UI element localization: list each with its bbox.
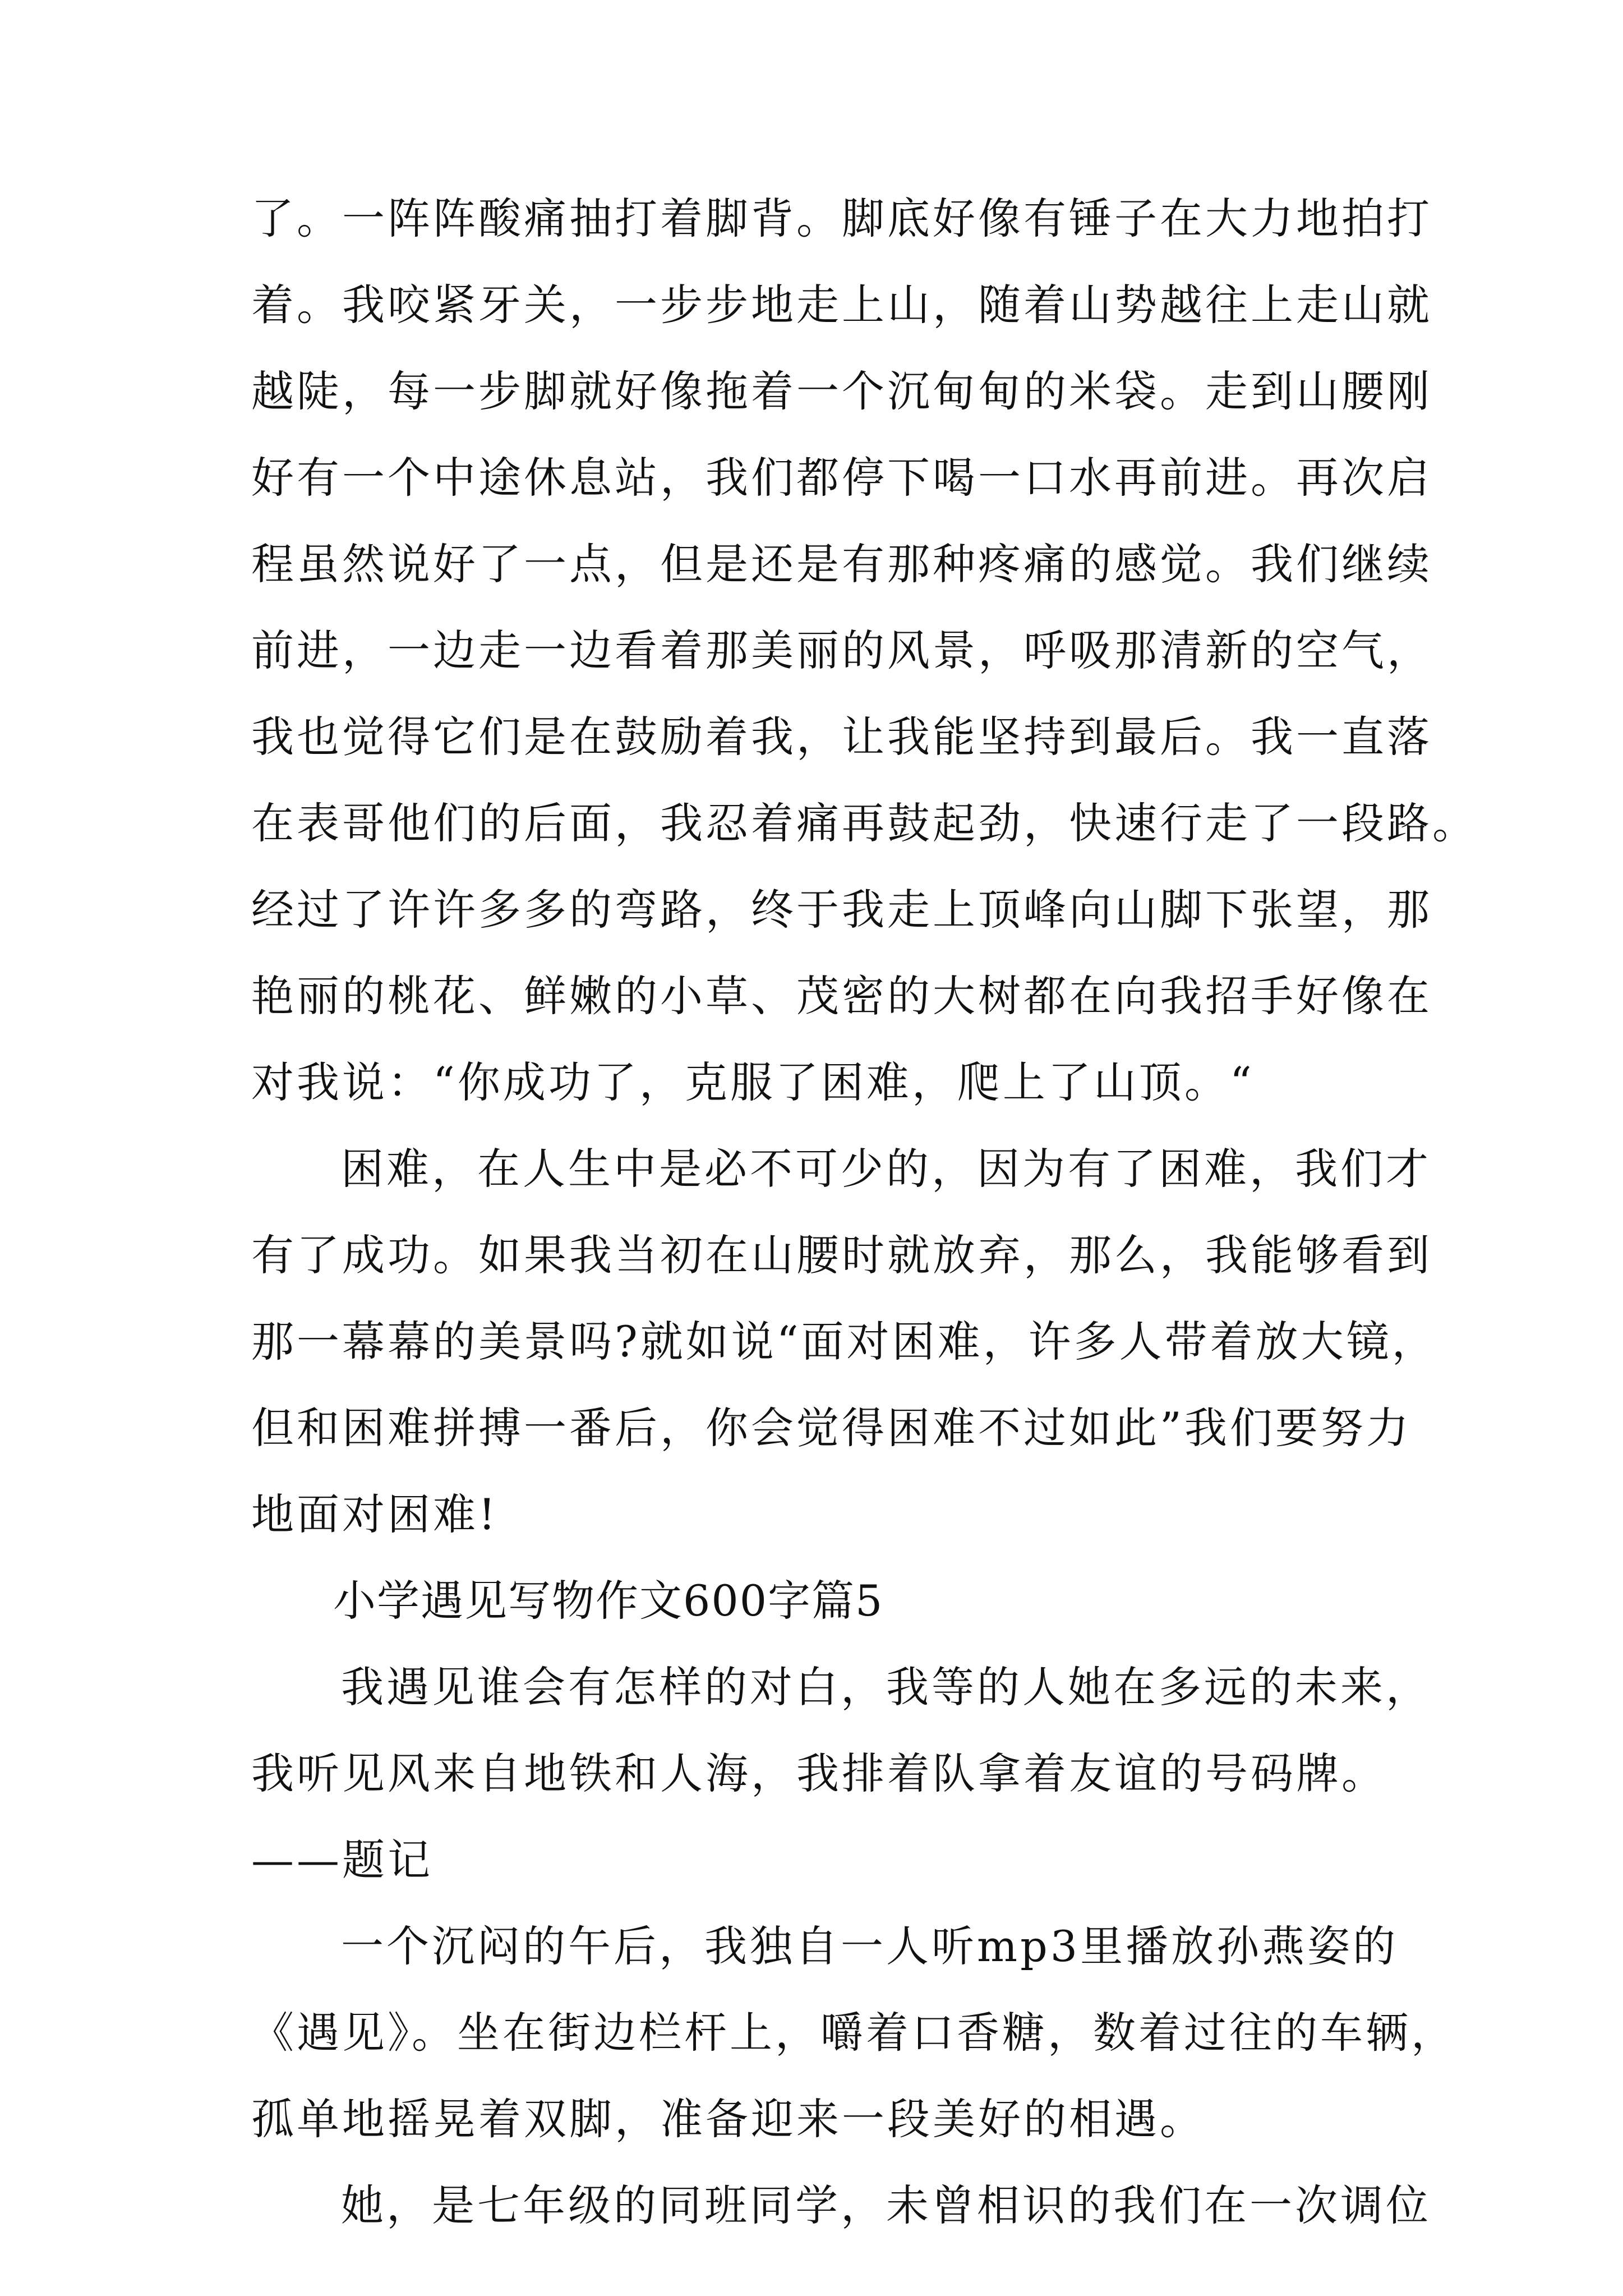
- paragraph-line: 她，是七年级的同班同学，未曾相识的我们在一次调位: [341, 2180, 1431, 2230]
- paragraph-line: 有了成功。如果我当初在山腰时就放弃，那么，我能够看到: [251, 1230, 1432, 1280]
- paragraph-line: ——题记: [251, 1835, 433, 1885]
- paragraph-line: 我听见风来自地铁和人海，我排着队拿着友谊的号码牌。: [251, 1749, 1387, 1798]
- paragraph-line: 我遇见谁会有怎样的对白，我等的人她在多远的未来，: [341, 1662, 1431, 1712]
- paragraph-line: 地面对困难!: [251, 1489, 499, 1539]
- paragraph-line: 但和困难拼搏一番后，你会觉得困难不过如此”我们要努力: [251, 1403, 1412, 1453]
- paragraph-line: 前进，一边走一边看着那美丽的风景，呼吸那清新的空气，: [251, 625, 1432, 675]
- paragraph-line: 好有一个中途休息站，我们都停下喝一口水再前进。再次启: [251, 453, 1432, 503]
- paragraph-line: 对我说：“你成功了，克服了困难，爬上了山顶。“: [251, 1057, 1255, 1107]
- paragraph-line: 艳丽的桃花、鲜嫩的小草、茂密的大树都在向我招手好像在: [251, 971, 1432, 1021]
- paragraph-line: 在表哥他们的后面，我忍着痛再鼓起劲，快速行走了一段路。: [251, 798, 1478, 848]
- paragraph-line: 程虽然说好了一点，但是还是有那种疼痛的感觉。我们继续: [251, 539, 1432, 589]
- paragraph-line: 《遇见》。坐在街边栏杆上，嚼着口香糖，数着过往的车辆，: [251, 2008, 1456, 2058]
- paragraph-line: 那一幕幕的美景吗?就如说“面对困难，许多人带着放大镜，: [251, 1317, 1437, 1366]
- paragraph-line: 着。我咬紧牙关，一步步地走上山，随着山势越往上走山就: [251, 280, 1432, 330]
- section-heading: 小学遇见写物作文600字篇5: [333, 1576, 884, 1626]
- paragraph-line: 了。一阵阵酸痛抽打着脚背。脚底好像有锤子在大力地拍打: [251, 194, 1432, 243]
- paragraph-line: 孤单地摇晃着双脚，准备迎来一段美好的相遇。: [251, 2094, 1205, 2144]
- paragraph-line: 困难，在人生中是必不可少的，因为有了困难，我们才: [341, 1144, 1431, 1194]
- paragraph-line: 经过了许许多多的弯路，终于我走上顶峰向山脚下张望，那: [251, 885, 1432, 935]
- paragraph-line: 我也觉得它们是在鼓励着我，让我能坚持到最后。我一直落: [251, 712, 1432, 762]
- paragraph-line: 一个沉闷的午后，我独自一人听mp3里播放孙燕姿的: [341, 1921, 1399, 1971]
- paragraph-line: 越陡，每一步脚就好像拖着一个沉甸甸的米袋。走到山腰刚: [251, 366, 1432, 416]
